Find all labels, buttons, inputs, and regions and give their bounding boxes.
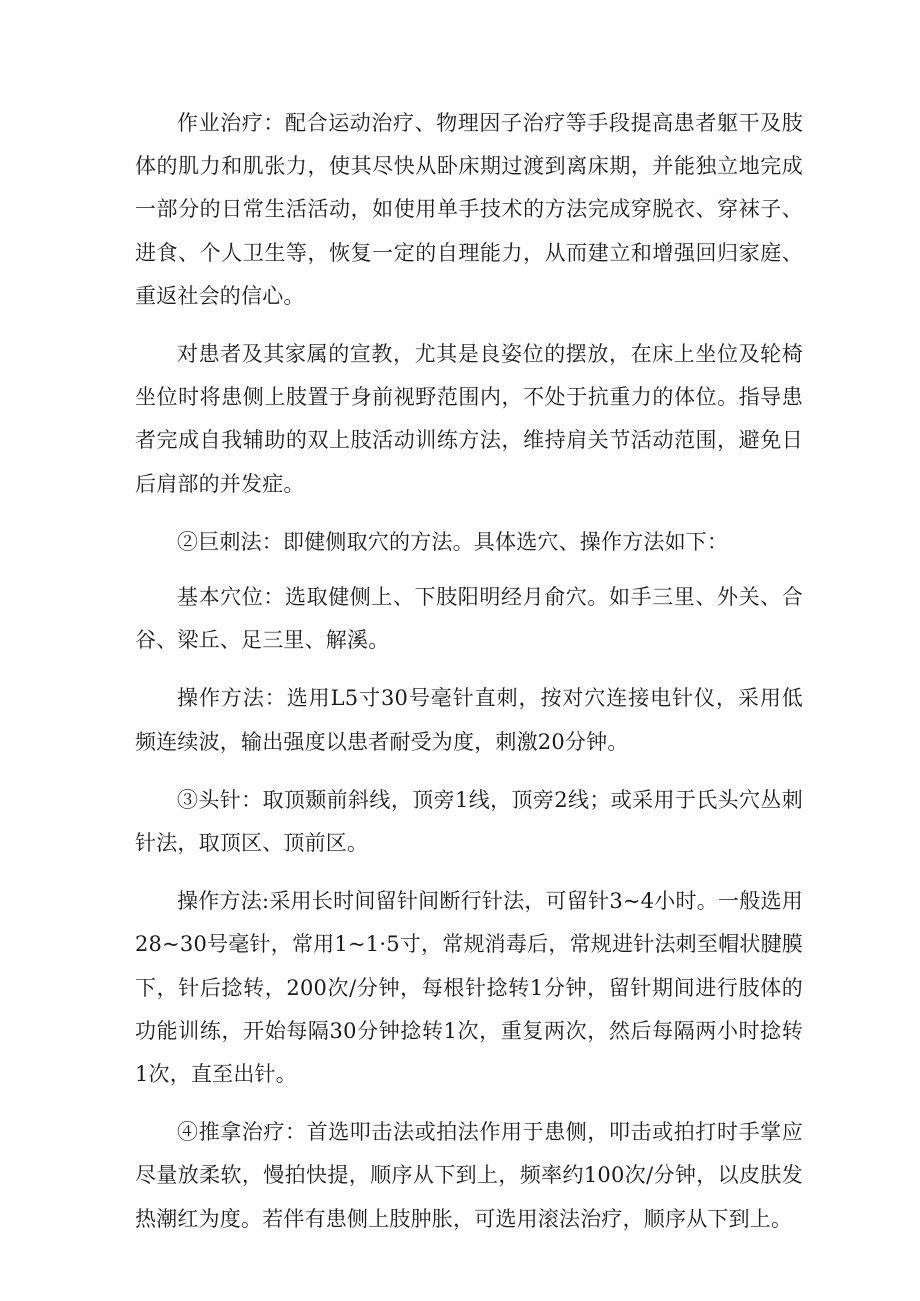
paragraph-operation-method-2: 操作方法:采用长时间留针间断行针法，可留针3~4小时。一般选用28~30号毫针，常用1~1·5寸，常规消毒后，常规进针法刺至帽状腱膜下，针后捻转，200次/分钟，每根针捻转1分钟，留针期间进行肢体的功能训练，开始每隔30分钟捻转1次，重复两次，然后每隔两小时捻转1次，直至出针。 xyxy=(135,889,803,1087)
paragraph-contralateral-needling: ②巨刺法：即健侧取穴的方法。具体选穴、操作方法如下： xyxy=(177,529,729,554)
paragraph-operation-method-1: 操作方法：选用L5寸30号毫针直刺，按对穴连接电针仪，采用低频连续波，输出强度以患者耐受为度，刺激20分钟。 xyxy=(135,686,803,754)
paragraph-basic-acupoints: 基本穴位：选取健侧上、下肢阳明经月俞穴。如手三里、外关、合谷、梁丘、足三里、解溪。 xyxy=(135,585,803,653)
paragraph-occupational-therapy: 作业治疗：配合运动治疗、物理因子治疗等手段提高患者躯干及肢体的肌力和肌张力，使其尽快从卧床期过渡到离床期，并能独立地完成一部分的日常生活活动，如使用单手技术的方法完成穿脱衣、穿袜子、进食、个人卫生等，恢复一定的自理能力，从而建立和增强回归家庭、重返社会的信心。 xyxy=(135,111,803,308)
paragraph-massage-therapy: ④推拿治疗：首选叩击法或拍法作用于患侧，叩击或拍打时手掌应尽量放柔软，慢拍快提，顺序从下到上，频率约100次/分钟，以皮肤发热潮红为度。若伴有患侧上肢肿胀，可选用滚法治疗，顺序从下到上。 xyxy=(135,1120,803,1231)
document-page xyxy=(135,102,803,1256)
paragraph-patient-education: 对患者及其家属的宣教，尤其是良姿位的摆放，在床上坐位及轮椅坐位时将患侧上肢置于身前视野范围内，不处于抗重力的体位。指导患者完成自我辅助的双上肢活动训练方法，维持肩关节活动范围，避免日后肩部的并发症。 xyxy=(135,342,803,496)
paragraph-scalp-acupuncture: ③头针：取顶颞前斜线，顶旁1线，顶旁2线；或采用于氏头穴丛刺针法，取顶区、顶前区。 xyxy=(135,787,803,856)
